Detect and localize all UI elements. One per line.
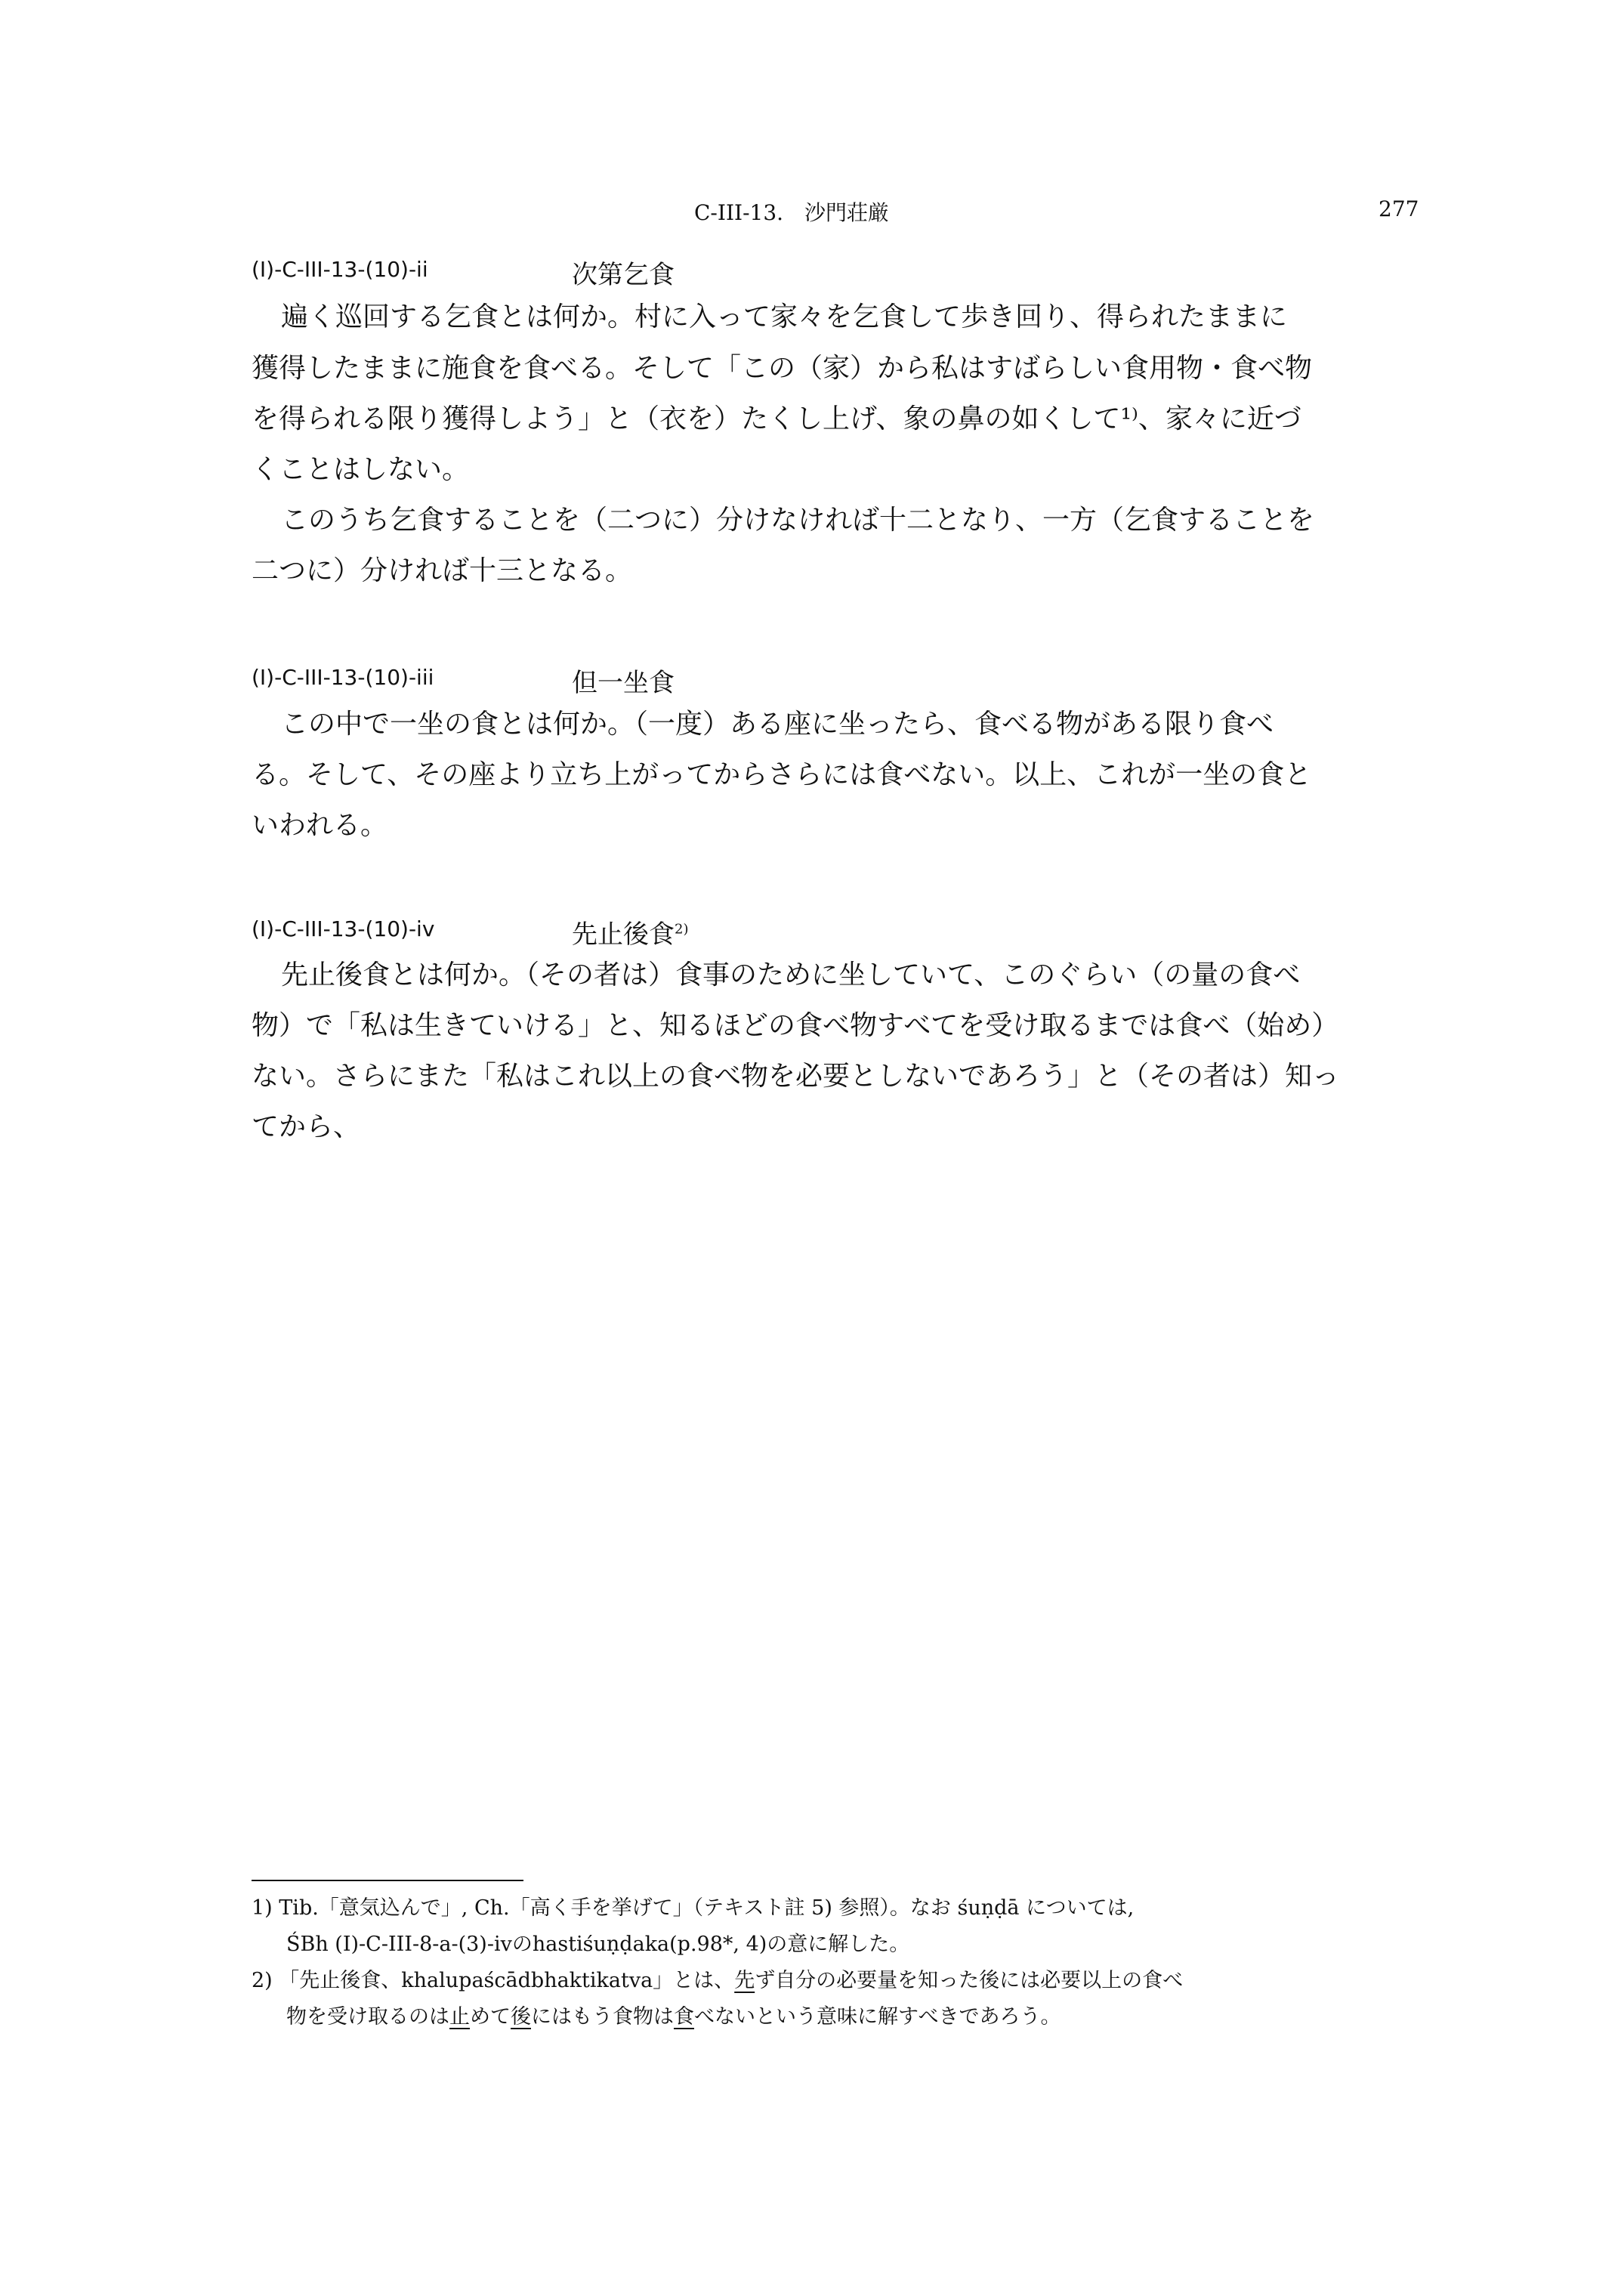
paragraph-line: を得られる限り獲得しよう」と（衣を）たくし上げ、象の鼻の如くして¹⁾、家々に近づ (252, 403, 1301, 434)
paragraph-line: 二つに）分ければ十三となる。 (252, 555, 633, 586)
footnote-ref: 2) (675, 921, 689, 938)
section-title: 但一坐食 (572, 668, 675, 698)
paragraph-line: 遍く巡回する乞食とは何か。村に入って家々を乞食して歩き回り、得られたままに (281, 301, 1288, 332)
section-title: 先止後食$^{2)}$ (572, 919, 689, 950)
paragraph-line: る。そして、その座より立ち上がってからさらには食べない。以上、これが一坐の食と (252, 759, 1312, 790)
paragraph-line: 先止後食とは何か。（その者は）食事のために坐していて、このぐらい（の量の食べ (281, 959, 1301, 990)
running-title: C-III-13. 沙門荘厳 (694, 200, 890, 225)
section-id: (I)-C-III-13-(10)-ii (252, 257, 428, 282)
paragraph-line: ない。さらにまた「私はこれ以上の食べ物を必要としないであろう」と（その者は）知っ (252, 1061, 1340, 1092)
section-id: (I)-C-III-13-(10)-iv (252, 916, 435, 941)
footnote-2-line-1: 2) 「先止後食、khalupaścādbhaktikatva」とは、先ず自分の必要量を知った後には必要以上の食べ (252, 1969, 1184, 1992)
paragraph-line: 物）で「私は生きていける」と、知るほどの食べ物すべてを受け取るまでは食べ（始め） (252, 1010, 1339, 1041)
paragraph-line: てから、 (252, 1111, 361, 1142)
section-id: (I)-C-III-13-(10)-iii (252, 665, 434, 690)
footnote-2-line-2: 物を受け取るのは止めて後にはもう食物は食べないという意味に解すべきであろう。 (286, 2005, 1061, 2029)
paragraph-line: このうち乞食することを（二つに）分けなければ十二となり、一方（乞食することを (281, 505, 1315, 536)
footnote-rule (252, 1880, 523, 1881)
section-title: 次第乞食 (572, 260, 675, 290)
paragraph-line: この中で一坐の食とは何か。（一度）ある座に坐ったら、食べる物がある限り食べ (281, 709, 1274, 740)
page-number: 277 (1379, 196, 1419, 221)
paragraph-line: いわれる。 (252, 810, 388, 841)
paragraph-line: くことはしない。 (252, 454, 470, 485)
footnote-1-line-2: ŚBh (I)-C-III-8-a-(3)-ivのhastiśuṇḍaka(p.98*, 4)の意に解した。 (286, 1933, 910, 1956)
paragraph-line: 獲得したままに施食を食べる。そして「この（家）から私はすばらしい食用物・食べ物 (252, 353, 1313, 384)
footnote-1-line-1: 1) Tib.「意気込んで」, Ch.「高く手を挙げて」（テキスト註 5) 参照）。なお śuṇḍā については, (252, 1896, 1135, 1920)
